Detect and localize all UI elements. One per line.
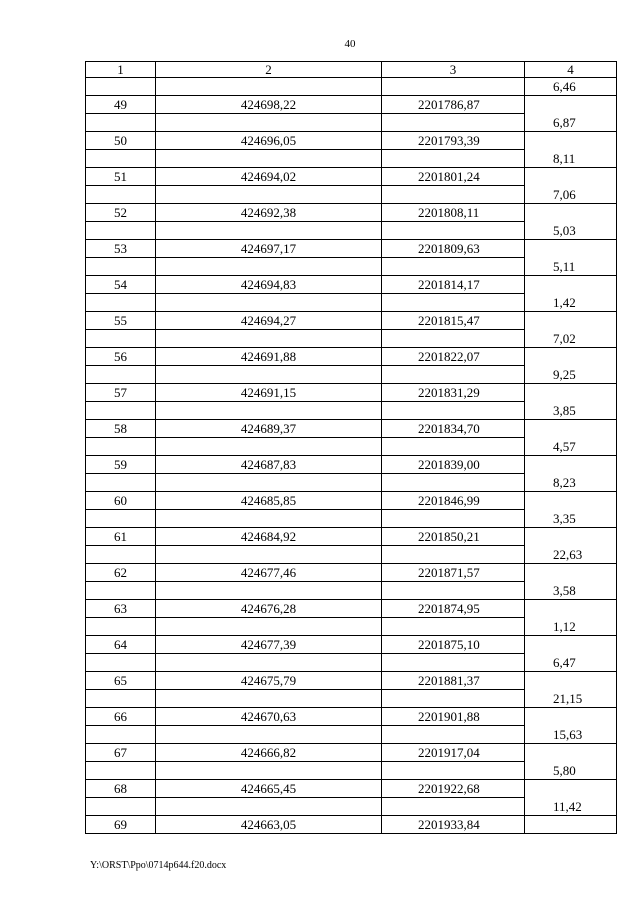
y-coordinate: 2201933,84 [382, 816, 525, 834]
segment-length: 5,03 [525, 222, 617, 240]
point-row [86, 600, 617, 618]
point-number: 53 [86, 240, 156, 258]
point-number: 58 [86, 420, 156, 438]
cell-empty [156, 690, 382, 708]
segment-row [86, 78, 617, 96]
x-coordinate: 424663,05 [156, 816, 382, 834]
cell-empty [382, 330, 525, 348]
cell-empty [86, 798, 156, 816]
segment-row [86, 186, 617, 204]
cell-empty [156, 726, 382, 744]
cell-empty [156, 114, 382, 132]
point-number: 52 [86, 204, 156, 222]
cell-empty [525, 240, 617, 258]
cell-empty [86, 186, 156, 204]
page-number: 40 [344, 38, 356, 50]
segment-length: 8,11 [525, 150, 617, 168]
cell-empty [86, 654, 156, 672]
x-coordinate: 424689,37 [156, 420, 382, 438]
y-coordinate: 2201808,11 [382, 204, 525, 222]
point-row [86, 96, 617, 114]
cell-empty [382, 762, 525, 780]
point-row [86, 312, 617, 330]
table-header-row [86, 62, 617, 78]
cell-empty [86, 474, 156, 492]
cell-empty [382, 294, 525, 312]
cell-empty [525, 744, 617, 762]
segment-length: 3,85 [525, 402, 617, 420]
point-number: 65 [86, 672, 156, 690]
cell-empty [86, 438, 156, 456]
x-coordinate: 424666,82 [156, 744, 382, 762]
cell-empty [156, 222, 382, 240]
y-coordinate: 2201814,17 [382, 276, 525, 294]
cell-empty [525, 204, 617, 222]
cell-empty [86, 366, 156, 384]
cell-empty [156, 510, 382, 528]
segment-length: 5,11 [525, 258, 617, 276]
x-coordinate: 424691,88 [156, 348, 382, 366]
segment-row [86, 510, 617, 528]
segment-row [86, 402, 617, 420]
cell-empty [156, 366, 382, 384]
segment-row [86, 618, 617, 636]
point-row [86, 492, 617, 510]
cell-empty [525, 636, 617, 654]
cell-empty [382, 222, 525, 240]
x-coordinate: 424694,83 [156, 276, 382, 294]
y-coordinate: 2201815,47 [382, 312, 525, 330]
segment-length: 5,80 [525, 762, 617, 780]
x-coordinate: 424691,15 [156, 384, 382, 402]
segment-length: 9,25 [525, 366, 617, 384]
cell-empty [382, 582, 525, 600]
cell-empty [86, 78, 156, 96]
cell-empty [382, 150, 525, 168]
cell-empty [525, 672, 617, 690]
header-col-4: 4 [525, 62, 617, 78]
y-coordinate: 2201846,99 [382, 492, 525, 510]
point-row [86, 816, 617, 834]
cell-empty [156, 762, 382, 780]
cell-empty [382, 654, 525, 672]
segment-row [86, 546, 617, 564]
cell-empty [86, 726, 156, 744]
y-coordinate: 2201839,00 [382, 456, 525, 474]
x-coordinate: 424694,27 [156, 312, 382, 330]
cell-empty [86, 330, 156, 348]
cell-empty [86, 582, 156, 600]
point-row [86, 780, 617, 798]
cell-empty [382, 510, 525, 528]
point-row [86, 456, 617, 474]
cell-empty [525, 564, 617, 582]
segment-length: 8,23 [525, 474, 617, 492]
x-coordinate: 424677,46 [156, 564, 382, 582]
cell-empty [156, 654, 382, 672]
cell-empty [525, 708, 617, 726]
x-coordinate: 424670,63 [156, 708, 382, 726]
segment-row [86, 762, 617, 780]
segment-length: 1,42 [525, 294, 617, 312]
segment-length: 6,47 [525, 654, 617, 672]
y-coordinate: 2201793,39 [382, 132, 525, 150]
header-col-3: 3 [382, 62, 525, 78]
cell-empty [156, 546, 382, 564]
cell-empty [382, 798, 525, 816]
y-coordinate: 2201831,29 [382, 384, 525, 402]
cell-empty [156, 294, 382, 312]
cell-empty [86, 546, 156, 564]
point-row [86, 240, 617, 258]
y-coordinate: 2201922,68 [382, 780, 525, 798]
cell-empty [86, 690, 156, 708]
x-coordinate: 424692,38 [156, 204, 382, 222]
point-number: 60 [86, 492, 156, 510]
cell-empty [156, 186, 382, 204]
y-coordinate: 2201901,88 [382, 708, 525, 726]
segment-length: 7,02 [525, 330, 617, 348]
cell-empty [525, 348, 617, 366]
point-row [86, 564, 617, 582]
x-coordinate: 424665,45 [156, 780, 382, 798]
point-row [86, 348, 617, 366]
y-coordinate: 2201801,24 [382, 168, 525, 186]
cell-empty [156, 798, 382, 816]
cell-empty [382, 258, 525, 276]
cell-empty [86, 618, 156, 636]
x-coordinate: 424697,17 [156, 240, 382, 258]
point-row [86, 636, 617, 654]
y-coordinate: 2201834,70 [382, 420, 525, 438]
cell-empty [382, 546, 525, 564]
cell-empty [382, 78, 525, 96]
point-row [86, 528, 617, 546]
segment-row [86, 438, 617, 456]
cell-empty [156, 402, 382, 420]
cell-empty [86, 114, 156, 132]
point-number: 50 [86, 132, 156, 150]
segment-row [86, 150, 617, 168]
point-row [86, 168, 617, 186]
cell-empty [86, 510, 156, 528]
cell-empty [382, 366, 525, 384]
cell-empty [156, 474, 382, 492]
y-coordinate: 2201822,07 [382, 348, 525, 366]
point-row [86, 672, 617, 690]
cell-empty [525, 132, 617, 150]
x-coordinate: 424698,22 [156, 96, 382, 114]
point-number: 54 [86, 276, 156, 294]
cell-empty [382, 186, 525, 204]
y-coordinate: 2201850,21 [382, 528, 525, 546]
cell-empty [382, 402, 525, 420]
point-number: 68 [86, 780, 156, 798]
point-row [86, 420, 617, 438]
y-coordinate: 2201786,87 [382, 96, 525, 114]
x-coordinate: 424687,83 [156, 456, 382, 474]
cell-empty [86, 150, 156, 168]
point-number: 56 [86, 348, 156, 366]
y-coordinate: 2201874,95 [382, 600, 525, 618]
cell-empty [525, 276, 617, 294]
point-row [86, 132, 617, 150]
point-number: 66 [86, 708, 156, 726]
segment-row [86, 726, 617, 744]
segment-row [86, 258, 617, 276]
x-coordinate: 424696,05 [156, 132, 382, 150]
x-coordinate: 424684,92 [156, 528, 382, 546]
segment-row [86, 222, 617, 240]
x-coordinate: 424676,28 [156, 600, 382, 618]
cell-empty [382, 618, 525, 636]
y-coordinate: 2201871,57 [382, 564, 525, 582]
y-coordinate: 2201917,04 [382, 744, 525, 762]
segment-length: 11,42 [525, 798, 617, 816]
segment-row [86, 294, 617, 312]
segment-row [86, 366, 617, 384]
point-number: 61 [86, 528, 156, 546]
cell-empty [525, 600, 617, 618]
y-coordinate: 2201875,10 [382, 636, 525, 654]
segment-length: 7,06 [525, 186, 617, 204]
cell-empty [86, 294, 156, 312]
point-number: 51 [86, 168, 156, 186]
file-path-footer: Y:\ORST\Ppo\0714p644.f20.docx [90, 860, 227, 871]
point-row [86, 276, 617, 294]
x-coordinate: 424675,79 [156, 672, 382, 690]
point-row [86, 204, 617, 222]
cell-empty [382, 726, 525, 744]
coordinates-table [85, 61, 617, 834]
cell-empty [156, 258, 382, 276]
cell-empty [382, 114, 525, 132]
cell-empty [86, 762, 156, 780]
cell-empty [525, 816, 617, 834]
cell-empty [525, 168, 617, 186]
segment-length: 3,58 [525, 582, 617, 600]
segment-row [86, 690, 617, 708]
cell-empty [525, 780, 617, 798]
cell-empty [525, 312, 617, 330]
segment-length: 3,35 [525, 510, 617, 528]
point-row [86, 384, 617, 402]
x-coordinate: 424685,85 [156, 492, 382, 510]
header-col-1: 1 [86, 62, 156, 78]
cell-empty [382, 474, 525, 492]
segment-length: 6,46 [525, 78, 617, 96]
point-row [86, 708, 617, 726]
cell-empty [525, 420, 617, 438]
segment-length: 22,63 [525, 546, 617, 564]
segment-length: 15,63 [525, 726, 617, 744]
point-number: 62 [86, 564, 156, 582]
header-col-2: 2 [156, 62, 382, 78]
cell-empty [86, 258, 156, 276]
cell-empty [525, 528, 617, 546]
cell-empty [86, 222, 156, 240]
x-coordinate: 424694,02 [156, 168, 382, 186]
table-body [86, 78, 617, 834]
cell-empty [156, 78, 382, 96]
cell-empty [156, 582, 382, 600]
segment-row [86, 330, 617, 348]
cell-empty [382, 438, 525, 456]
cell-empty [525, 492, 617, 510]
segment-row [86, 114, 617, 132]
point-number: 67 [86, 744, 156, 762]
cell-empty [156, 150, 382, 168]
cell-empty [525, 96, 617, 114]
y-coordinate: 2201809,63 [382, 240, 525, 258]
point-number: 49 [86, 96, 156, 114]
segment-row [86, 654, 617, 672]
x-coordinate: 424677,39 [156, 636, 382, 654]
segment-row [86, 582, 617, 600]
point-number: 59 [86, 456, 156, 474]
segment-length: 6,87 [525, 114, 617, 132]
point-number: 69 [86, 816, 156, 834]
segment-length: 4,57 [525, 438, 617, 456]
point-number: 63 [86, 600, 156, 618]
cell-empty [86, 402, 156, 420]
point-number: 55 [86, 312, 156, 330]
point-number: 64 [86, 636, 156, 654]
cell-empty [525, 456, 617, 474]
cell-empty [382, 690, 525, 708]
cell-empty [156, 618, 382, 636]
segment-length: 21,15 [525, 690, 617, 708]
cell-empty [156, 330, 382, 348]
segment-row [86, 798, 617, 816]
cell-empty [525, 384, 617, 402]
cell-empty [156, 438, 382, 456]
segment-row [86, 474, 617, 492]
segment-length: 1,12 [525, 618, 617, 636]
point-number: 57 [86, 384, 156, 402]
y-coordinate: 2201881,37 [382, 672, 525, 690]
point-row [86, 744, 617, 762]
